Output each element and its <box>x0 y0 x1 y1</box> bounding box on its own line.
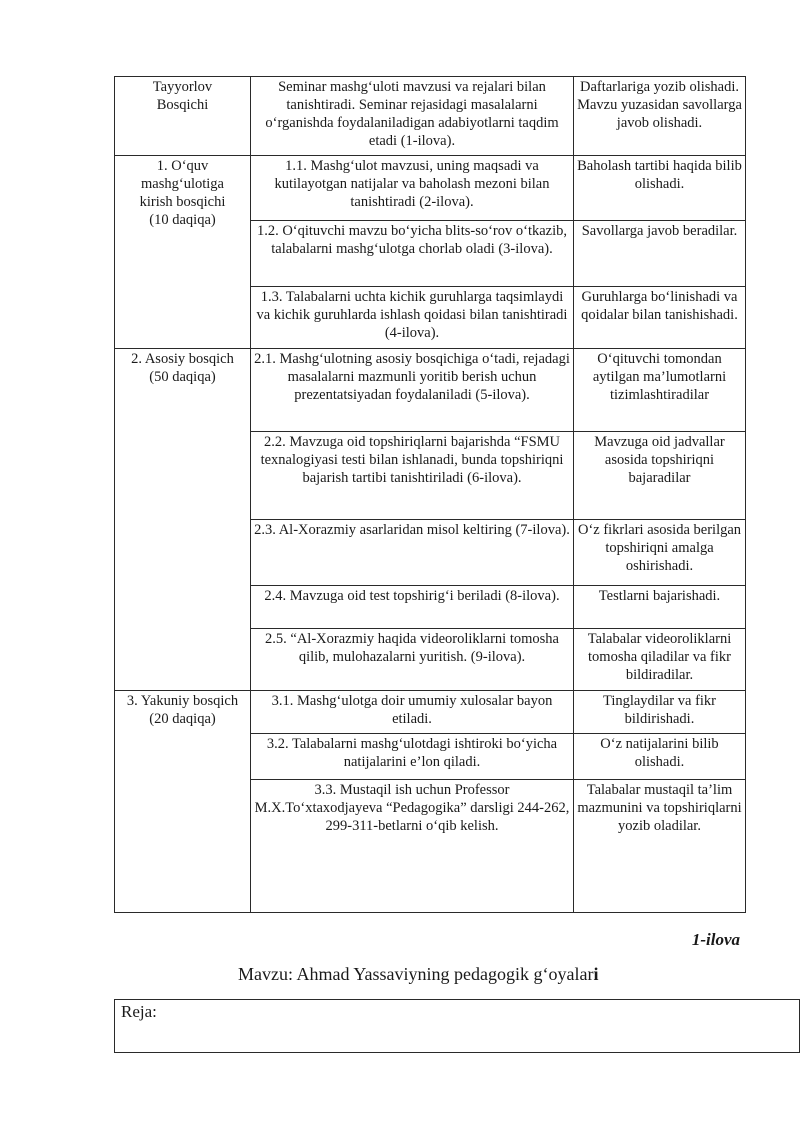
stage-cell <box>115 77 251 156</box>
student-activity-cell: Talabalar videoroliklarni tomosha qiladilar va fikr bildiradilar. <box>574 629 746 691</box>
student-activity-cell: O‘z fikrlari asosida berilgan topshiriqni amalga oshirishadi. <box>574 520 746 586</box>
appendix-label: 1-ilova <box>691 930 740 949</box>
table-body <box>115 77 746 913</box>
student-activity-cell: Testlarni bajarishadi. <box>574 586 746 629</box>
student-activity-cell: O‘qituvchi tomondan aytilgan ma’lumotlarni tizimlashtiradilar <box>574 349 746 432</box>
plan-box <box>114 999 800 1053</box>
stage-line: mashg‘ulotiga <box>141 176 224 192</box>
table-row <box>115 349 746 432</box>
teacher-activity-cell: Seminar mashg‘uloti mavzusi va rejalari bilan tanishtiradi. Seminar rejasidagi masalalarni o‘rganishda foydalaniladigan adabiyotlarni taqdim etadi (1-ilova). <box>251 77 574 156</box>
stage-line: (20 daqiqa) <box>149 711 216 727</box>
stage-line: (50 daqiqa) <box>149 369 216 385</box>
stage-cell <box>115 156 251 349</box>
lesson-plan-table <box>114 76 746 913</box>
teacher-activity-cell: 2.5. “Al-Xorazmiy haqida videoroliklarni tomosha qilib, mulohazalarni yuritish. (9-ilova). <box>251 629 574 691</box>
student-activity-cell: Mavzuga oid jadvallar asosida topshiriqni bajaradilar <box>574 432 746 520</box>
teacher-activity-cell: 3.3. Mustaqil ish uchun Professor M.X.To‘xtaxodjayeva “Pedagogika” darsligi 244-262, 299-311-betlarni o‘qib kelish. <box>251 780 574 913</box>
stage-line: 3. Yakuniy bosqich <box>126 693 239 709</box>
topic-title-last-letter: i <box>593 964 599 984</box>
teacher-activity-cell: 2.3. Al-Xorazmiy asarlaridan misol keltiring (7-ilova). <box>251 520 574 586</box>
teacher-activity-cell: 3.2. Talabalarni mashg‘ulotdagi ishtiroki bo‘yicha natijalarini e’lon qiladi. <box>251 734 574 780</box>
teacher-activity-cell: 2.1. Mashg‘ulotning asosiy bosqichiga o‘tadi, rejadagi masalalarni mazmunli yoritib berish uchun prezentatsiyadan foydalaniladi (5-ilova). <box>251 349 574 432</box>
stage-line: Bosqichi <box>156 97 209 113</box>
teacher-activity-cell: 1.1. Mashg‘ulot mavzusi, uning maqsadi va kutilayotgan natijalar va baholash mezoni bilan tanishtiradi (2-ilova). <box>251 156 574 221</box>
teacher-activity-cell: 1.3. Talabalarni uchta kichik guruhlarga taqsimlaydi va kichik guruhlarda ishlash qoidasi bilan tanishtiradi (4-ilova). <box>251 287 574 349</box>
stage-line: (10 daqiqa) <box>149 212 216 228</box>
student-activity-cell: Baholash tartibi haqida bilib olishadi. <box>574 156 746 221</box>
stage-line: Tayyorlov <box>152 79 213 95</box>
student-activity-cell: Guruhlarga bo‘linishadi va qoidalar bilan tanishishadi. <box>574 287 746 349</box>
stage-cell <box>115 691 251 913</box>
table-row <box>115 156 746 221</box>
student-activity-cell: Daftarlariga yozib olishadi. Mavzu yuzasidan savollarga javob olishadi. <box>574 77 746 156</box>
student-activity-cell: Talabalar mustaqil ta’lim mazmunini va topshiriqlarni yozib oladilar. <box>574 780 746 913</box>
student-activity-cell: Tinglaydilar va fikr bildirishadi. <box>574 691 746 734</box>
stage-line: 1. O‘quv <box>156 158 209 174</box>
stage-line: kirish bosqichi <box>139 194 226 210</box>
teacher-activity-cell: 1.2. O‘qituvchi mavzu bo‘yicha blits-so‘rov o‘tkazib, talabalarni mashg‘ulotga chorlab oladi (3-ilova). <box>251 221 574 287</box>
topic-title-text: Mavzu: Ahmad Yassaviyning pedagogik g‘oyalar <box>238 964 594 984</box>
table-row <box>115 77 746 156</box>
teacher-activity-cell: 3.1. Mashg‘ulotga doir umumiy xulosalar bayon etiladi. <box>251 691 574 734</box>
student-activity-cell: Savollarga javob beradilar. <box>574 221 746 287</box>
table-row <box>115 691 746 734</box>
teacher-activity-cell: 2.2. Mavzuga oid topshiriqlarni bajarishda “FSMU texnalogiyasi testi bilan ishlanadi, bunda topshiriqni bajarish tartibi tanishtiriladi (6-ilova). <box>251 432 574 520</box>
stage-line: 2. Asosiy bosqich <box>131 351 234 367</box>
plan-label: Reja: <box>121 1002 157 1021</box>
stage-cell <box>115 349 251 691</box>
teacher-activity-cell: 2.4. Mavzuga oid test topshirig‘i beriladi (8-ilova). <box>251 586 574 629</box>
student-activity-cell: O‘z natijalarini bilib olishadi. <box>574 734 746 780</box>
topic-title <box>238 964 598 985</box>
